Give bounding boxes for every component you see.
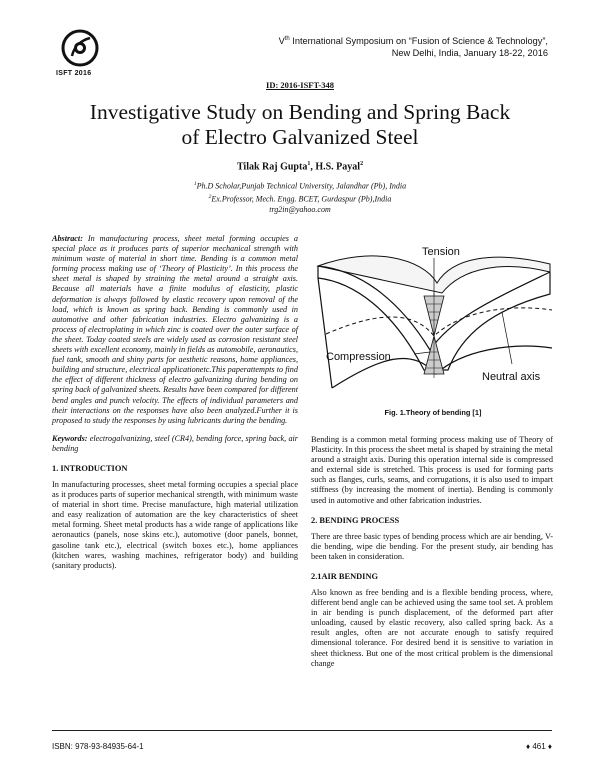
author-2-sup: 2 xyxy=(360,161,364,167)
author-1: Tilak Raj Gupta xyxy=(236,161,308,173)
affiliation-2 xyxy=(0,192,600,205)
figure-label-compression: Compression xyxy=(326,351,391,363)
affiliations xyxy=(0,179,600,216)
conference-name: International Symposium on “Fusion of Science & Technology”, xyxy=(289,36,548,47)
conference-line-2: New Delhi, India, January 18-22, 2016 xyxy=(391,48,548,59)
conference-ordinal-sup: th xyxy=(284,36,290,42)
abstract-text: In manufacturing process, sheet metal forming occupies a special place as it produces parts of superior mechanical strength with minimum waste of material in short time. Bending is a common metal forming process making use of ‘Theory of Plasticity’. In this process the sheet metal is shaped by straining the metal around a straight axis. Because all materials have a finite modulus of elasticity, plastic deformation is always followed by elastic recovery upon removal of the load, which is known as spring back. Bending is commonly used in automotive and other fabrication industries. Electro galvanizing is a process of electroplating in which zinc is coated over the outer surface of the sheet. Today coated steels are widely used as corrosion resistant steel sheets with excellent economy, mainly in fields as automobile, aeronautics, fuel tank, smooth and shiny parts for aesthetic reasons, home appliances, building and structure, electrical applicationetc.This paperattempts to find the effect of different thickness of electro galvanizing during bending on spring back of galvanized sheets. Results have been compared for different bend angles and punch velocity. The effects of individual parameters and their interactions on the responses have also been analyzed.Further it is proposed to study the responses by using lubricants during the bending. xyxy=(52,234,298,425)
figure-label-neutral-axis: Neutral axis xyxy=(482,371,541,383)
section-heading-bending-process: 2. BENDING PROCESS xyxy=(311,515,400,525)
affiliation-1 xyxy=(0,179,600,192)
paper-title xyxy=(40,100,560,150)
symposium-logo xyxy=(60,28,100,68)
introduction-text: In manufacturing processes, sheet metal forming occupies a special place as it produces parts of superior mechanical strength, with minimum waste of material in short time. Precise manufacture, high material utilization and easy realization of automation are the key characteristics of sheet metal forming. Sheet metal products has a wide range of applications like aeronautics (panels, nose skins etc.), automotive (door panels, bonnet, gasoline tank etc.), electrical (switch boxes etc.), home appliances (kitchen wares, washing machines, refrigerator body) and building (sanitary products). xyxy=(52,479,298,570)
abstract xyxy=(52,234,298,426)
figure-label-tension: Tension xyxy=(422,246,460,258)
right-column xyxy=(311,435,553,669)
title-line-1: Investigative Study on Bending and Spring Back xyxy=(89,100,511,124)
author-2: H.S. Payal xyxy=(315,161,361,173)
section-heading-introduction: 1. INTRODUCTION xyxy=(52,463,128,473)
author-separator: , xyxy=(310,161,316,173)
title-line-2: of Electro Galvanized Steel xyxy=(181,125,419,149)
affiliation-2-sup: 2 xyxy=(208,194,212,201)
logo-text: ISFT 2016 xyxy=(56,70,92,77)
air-bending-text: Also known as free bending and is a flexible bending process, where, different bend angle can be achieved using the same tool set. A problem in air bending is punch displacement, of the deformed part after unloading, caused by elastic recovery, also called spring back. As a result angles, often are not accurate enough to satisfy required dimensional tolerance. For desired bend it is sensitive to variation in sheet thickness. But one of the most critical problem is the dimensional change xyxy=(311,587,553,668)
affiliation-2-text: Ex.Professor, Mech. Engg. BCET, Gurdaspur (Pb),India xyxy=(211,194,392,204)
conference-ordinal: V xyxy=(278,36,285,47)
affiliation-1-sup: 1 xyxy=(193,181,197,187)
paper-id: ID: 2016-ISFT-348 xyxy=(266,80,334,90)
author-1-sup: 1 xyxy=(307,161,311,167)
affiliation-1-text: Ph.D Scholar,Punjab Technical University, Jalandhar (Pb), India xyxy=(196,181,407,191)
author-email[interactable]: trg2in@yahoo.com xyxy=(269,205,331,215)
footer-divider xyxy=(52,730,552,731)
keywords xyxy=(52,434,298,454)
page-number: ♦ 461 ♦ xyxy=(526,742,552,751)
bending-figure xyxy=(312,238,556,403)
figure-caption: Fig. 1.Theory of bending [1] xyxy=(384,408,482,417)
footer-isbn: ISBN: 978-93-84935-64-1 xyxy=(52,742,144,751)
abstract-label: Abstract: xyxy=(52,234,83,243)
conference-header xyxy=(258,33,548,59)
keywords-label: Keywords: xyxy=(52,433,88,443)
bending-process-text: There are three basic types of bending process which are air bending, V-die bending, wipe die bending. For the present study, air bending has been taken in consideration. xyxy=(311,531,553,561)
authors xyxy=(0,161,600,172)
conference-line-1 xyxy=(258,33,548,47)
section-heading-air-bending: 2.1AIR BENDING xyxy=(311,571,379,581)
left-column xyxy=(52,234,298,571)
keywords-text: electrogalvanizing, steel (CR4), bending force, spring back, air bending xyxy=(52,433,298,453)
bending-intro-text: Bending is a common metal forming process making use of Theory of Plasticity. In this process the sheet metal is shaped by straining the metal around a straight axis. During this operation internal side is compressed and external side is stretched. This process is used for forming parts such as flanges, curls, seams, and corrugations, it is also used to impart stiffness (by increasing the moment of inertia). Bending is commonly used in automotive and other fabrication industries. xyxy=(311,435,553,505)
